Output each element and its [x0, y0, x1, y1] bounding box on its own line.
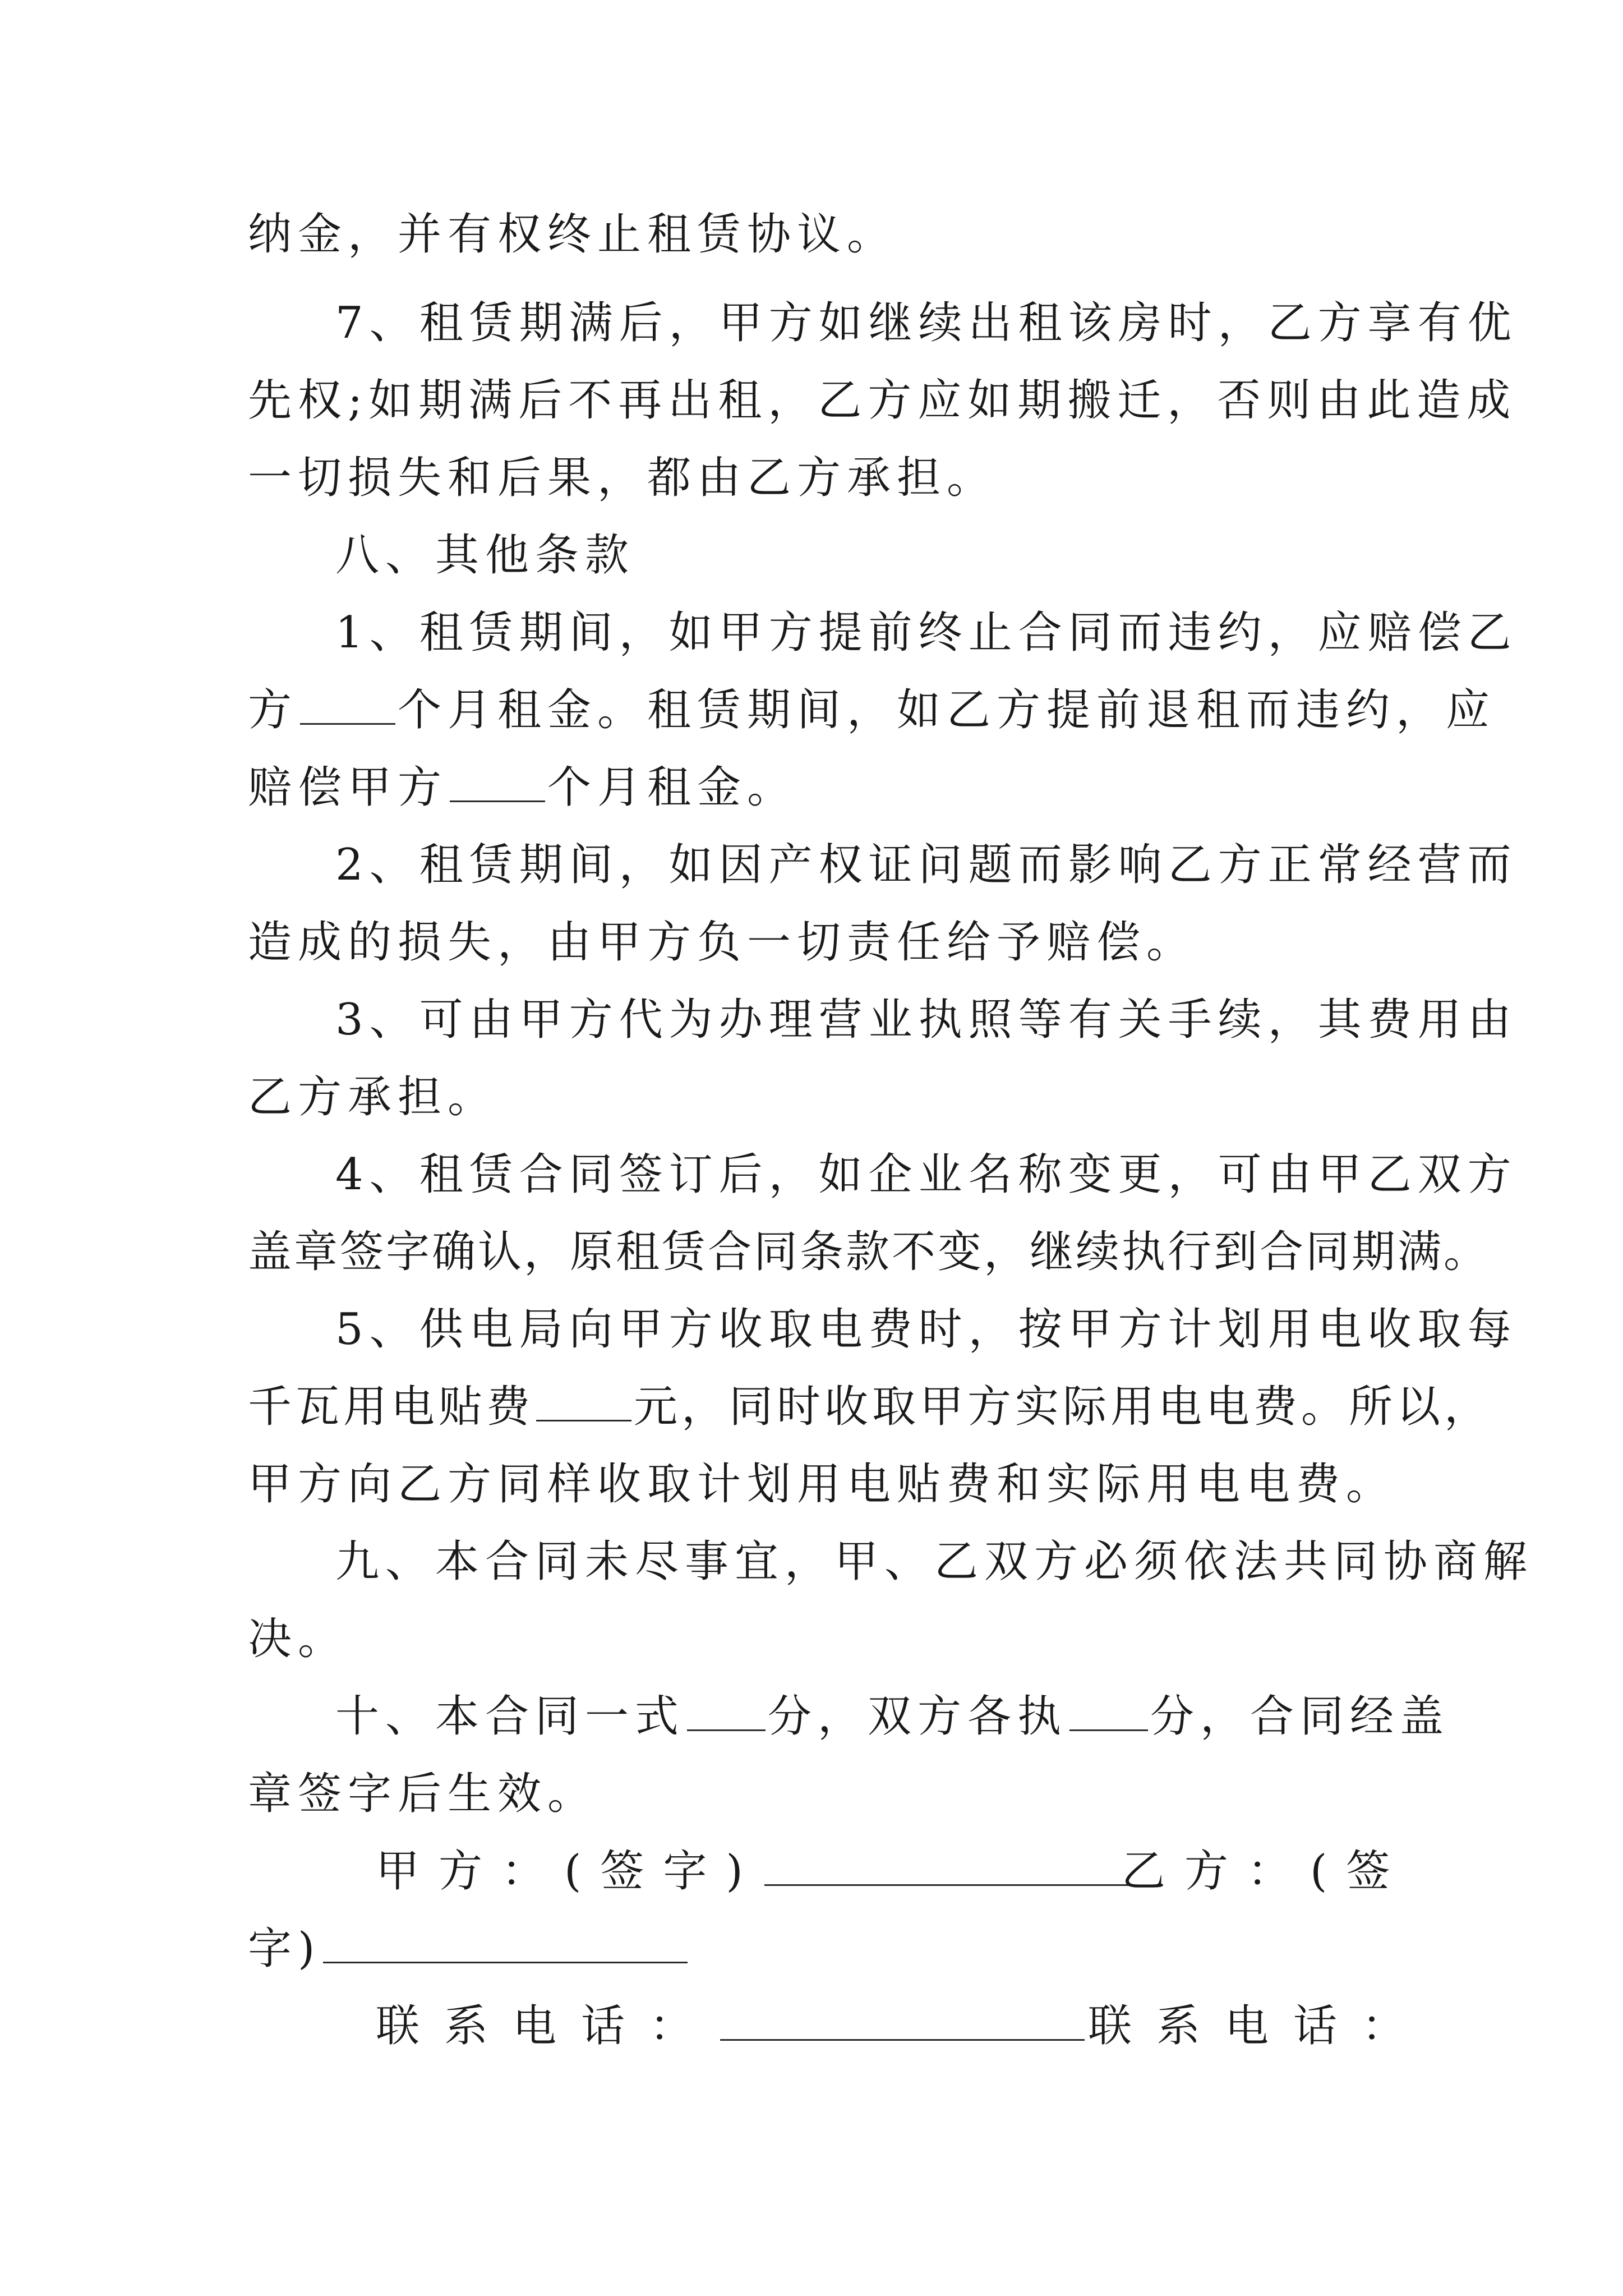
- clause-7-line: 7、租赁期满后，甲方如继续出租该房时，乙方享有优: [335, 298, 1518, 348]
- text-segment: 方: [248, 685, 298, 735]
- paragraph-line: 章签字后生效。: [248, 1769, 598, 1819]
- section-heading-9: 九、本合同未尽事宜，甲、乙双方必须依法共同协商解: [335, 1536, 1534, 1587]
- text-segment: 个月租金。租赁期间，如乙方提前退租而违约，应: [398, 685, 1496, 735]
- text-segment: 十、本合同一式: [335, 1691, 685, 1742]
- clause-8-4-line: 4、租赁合同签订后，如企业名称变更，可由甲乙双方: [335, 1149, 1518, 1200]
- text-segment: 分，合同经盖: [1150, 1691, 1450, 1742]
- paragraph-line: 纳金，并有权终止租赁协议。: [248, 209, 897, 260]
- clause-8-2-line: 2、租赁期间，如因产权证问题而影响乙方正常经营而: [335, 840, 1518, 890]
- paragraph-line: 一切损失和后果，都由乙方承担。: [248, 453, 997, 503]
- text-segment: 分，双方各执: [768, 1691, 1068, 1742]
- paragraph-line: 决。: [248, 1614, 348, 1664]
- text-segment: 字): [248, 1924, 321, 1974]
- paragraph-line: 乙方承担。: [248, 1072, 498, 1122]
- party-a-phone-blank: [720, 2000, 1085, 2041]
- paragraph-line: 先权;如期满后不再出租，乙方应如期搬迁，否则由此造成: [248, 375, 1517, 426]
- section-heading-8: 八、其他条款: [335, 530, 635, 581]
- blank-fill-line: [300, 684, 395, 725]
- blank-fill-line: [687, 1690, 766, 1731]
- blank-fill-line: [1069, 1690, 1148, 1731]
- text-segment: 个月租金。: [547, 762, 797, 813]
- paragraph-line: [248, 1915, 1392, 1982]
- paragraph-line: 盖章签字确认，原租赁合同条款不变，继续执行到合同期满。: [248, 1227, 1490, 1277]
- text-segment: 赔偿甲方: [248, 762, 448, 813]
- signature-line-party-b: [1122, 1838, 1409, 1905]
- blank-fill-line: [450, 761, 545, 802]
- paragraph-line: [248, 754, 1392, 821]
- party-a-phone-label: 联系电话：: [376, 2001, 718, 2051]
- paragraph-line: [248, 1373, 1492, 1441]
- paragraph-line: 甲方向乙方同样收取计划用电贴费和实际用电电费。: [248, 1459, 1396, 1510]
- contact-line-party-b: [1088, 1993, 1431, 2060]
- clause-8-3-line: 3、可由甲方代为办理营业执照等有关手续，其费用由: [335, 995, 1518, 1045]
- party-b-phone-label: 联系电话：: [1088, 2001, 1431, 2051]
- party-a-signature-blank: [764, 1845, 1129, 1886]
- paragraph-line: 造成的损失，由甲方负一切责任给予赔偿。: [248, 917, 1197, 968]
- party-a-signature-label: 甲方：(签字): [376, 1846, 762, 1897]
- paragraph-line: [248, 677, 1496, 744]
- party-b-signature-blank: [323, 1922, 688, 1963]
- text-segment: 千瓦用电贴费: [248, 1382, 534, 1432]
- section-heading-10: [335, 1683, 1479, 1750]
- text-segment: 元，同时收取甲方实际用电电费。所以，: [634, 1382, 1492, 1432]
- clause-8-1-line: 1、租赁期间，如甲方提前终止合同而违约，应赔偿乙: [335, 608, 1518, 658]
- party-b-signature-label: 乙方：(签: [1122, 1846, 1409, 1897]
- blank-fill-line: [536, 1381, 631, 1421]
- clause-8-5-line: 5、供电局向甲方收取电费时，按甲方计划用电收取每: [335, 1304, 1518, 1355]
